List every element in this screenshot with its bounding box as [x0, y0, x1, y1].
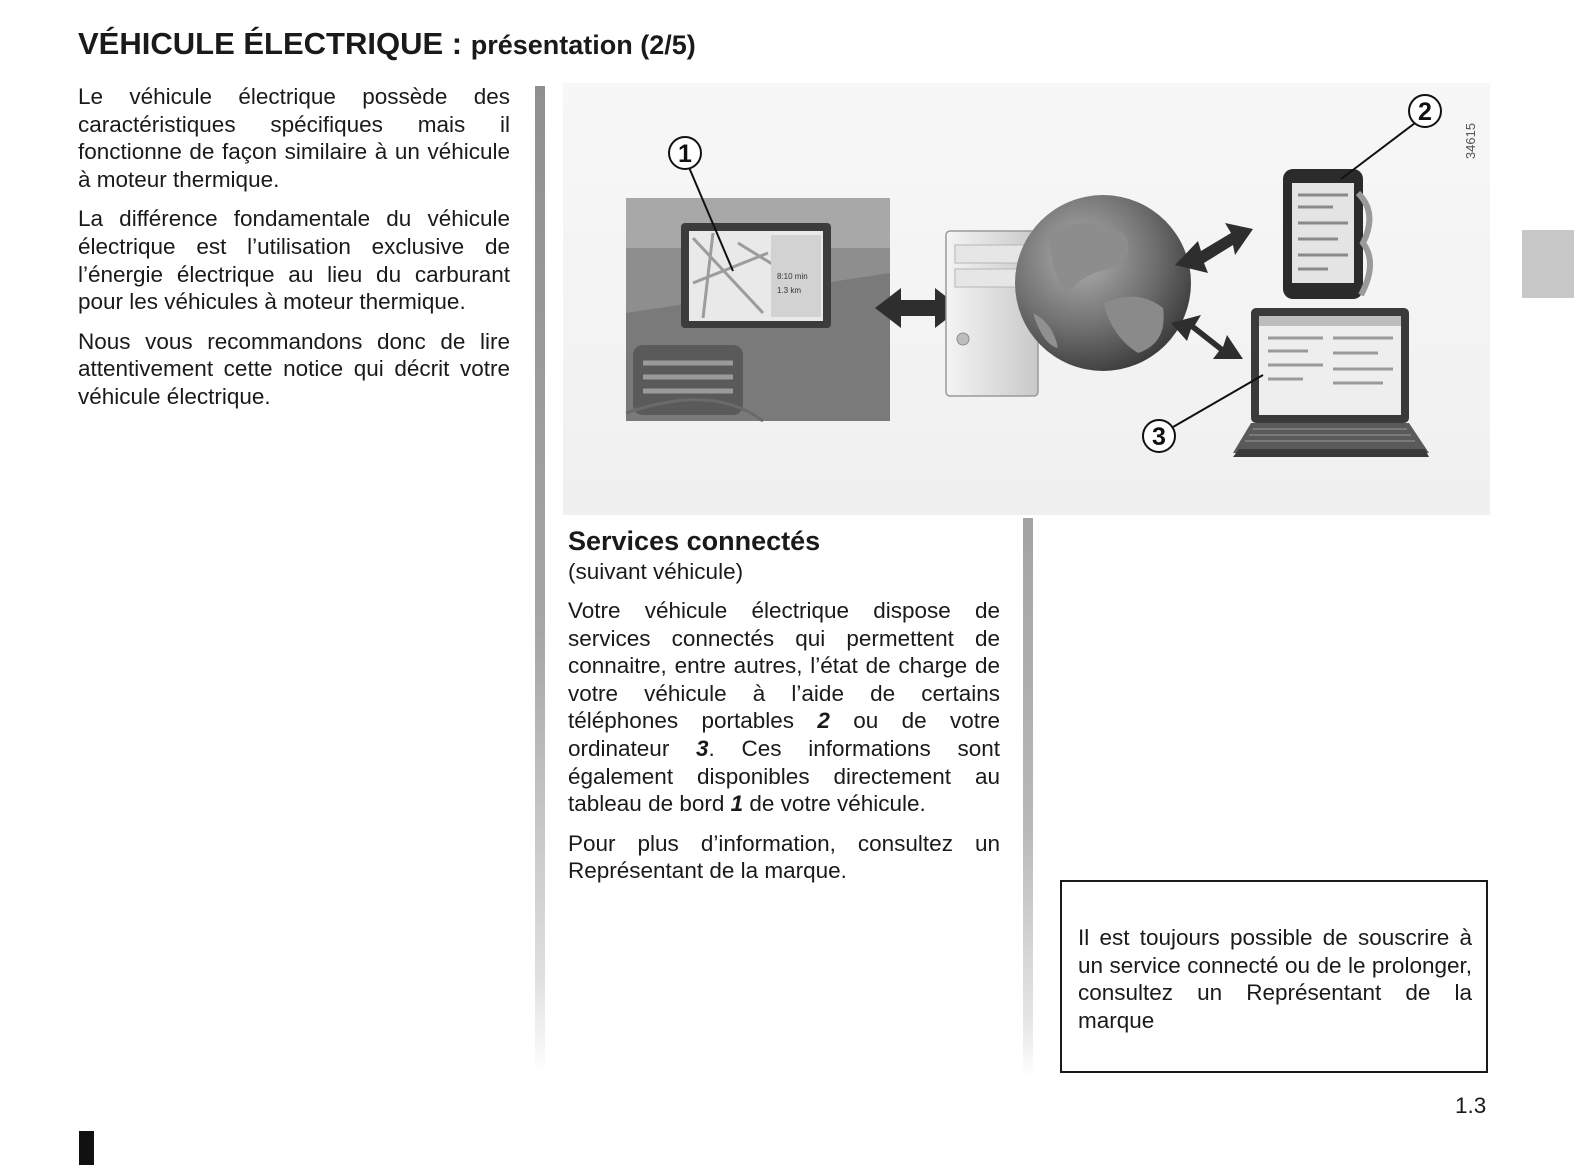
services-column: [568, 597, 1000, 897]
services-p1-part-b: ou de votre ordinateur: [568, 708, 1001, 761]
left-column-divider: [535, 86, 545, 1076]
dashboard-navigation-screen: [626, 198, 890, 421]
svg-text:1.3 km: 1.3 km: [777, 286, 802, 295]
middle-column-divider: [1023, 518, 1033, 1078]
globe-icon: [1015, 195, 1191, 371]
callout-1-label: 1: [678, 140, 692, 168]
connected-services-illustration: [563, 83, 1490, 515]
callout-3-label: 3: [1152, 423, 1166, 451]
section-title: Services connectés: [568, 526, 821, 556]
laptop-icon: [1233, 308, 1429, 457]
smartphone-icon: [1283, 169, 1370, 299]
ref-dashboard-1: 1: [730, 791, 744, 817]
page-title: [78, 22, 696, 67]
illustration-reference-number: 34615: [1463, 122, 1478, 160]
callout-2: [1409, 95, 1441, 127]
ref-phone-2: 2: [817, 708, 830, 734]
ref-computer-3: 3: [696, 735, 709, 761]
page-title-sub: présentation (2/5): [470, 30, 696, 60]
intro-paragraph-1: Le véhicule électrique possède des caractéristiques spécifiques mais il fonctionne de façon similaire à un véhicule à moteur thermique.: [78, 84, 510, 192]
page-corner-mark: [79, 1131, 94, 1165]
callout-1: [669, 137, 701, 169]
services-p1-part-c: . Ces informations sont également disponibles directement au tableau de bord: [568, 735, 1000, 817]
note-box: [1060, 880, 1488, 1073]
intro-paragraph-2: La différence fondamentale du véhicule électrique est l’utilisation exclusive de l’énergie électrique au lieu du carburant pour les véhicules à moteur thermique.: [78, 206, 510, 315]
svg-text:8:10 min: 8:10 min: [777, 272, 808, 281]
note-text: Il est toujours possible de souscrire à un service connecté ou de le prolonger, consultez un Représentant de la marque: [1078, 925, 1472, 1033]
section-thumb-tab: [1522, 230, 1574, 298]
services-p1-part-a: Votre véhicule électrique dispose de services connectés qui permettent de connaitre, entre autres, l’état de charge de votre véhicule à l’aide de certains téléphones portables: [568, 598, 1000, 734]
intro-paragraph-3: Nous vous recommandons donc de lire attentivement cette notice qui décrit votre véhicule électrique.: [78, 328, 510, 409]
services-paragraph-2: Pour plus d’information, consultez un Représentant de la marque.: [568, 830, 1000, 884]
callout-2-label: 2: [1418, 98, 1432, 126]
section-subtitle: (suivant véhicule): [568, 559, 744, 584]
services-p1-part-d: de votre véhicule.: [743, 791, 926, 817]
intro-column: [78, 83, 510, 423]
page-title-main: VÉHICULE ÉLECTRIQUE :: [78, 26, 463, 61]
callout-3: [1143, 420, 1175, 452]
page-number: 1.3: [1455, 1093, 1487, 1118]
services-paragraph-1: [568, 597, 1000, 818]
